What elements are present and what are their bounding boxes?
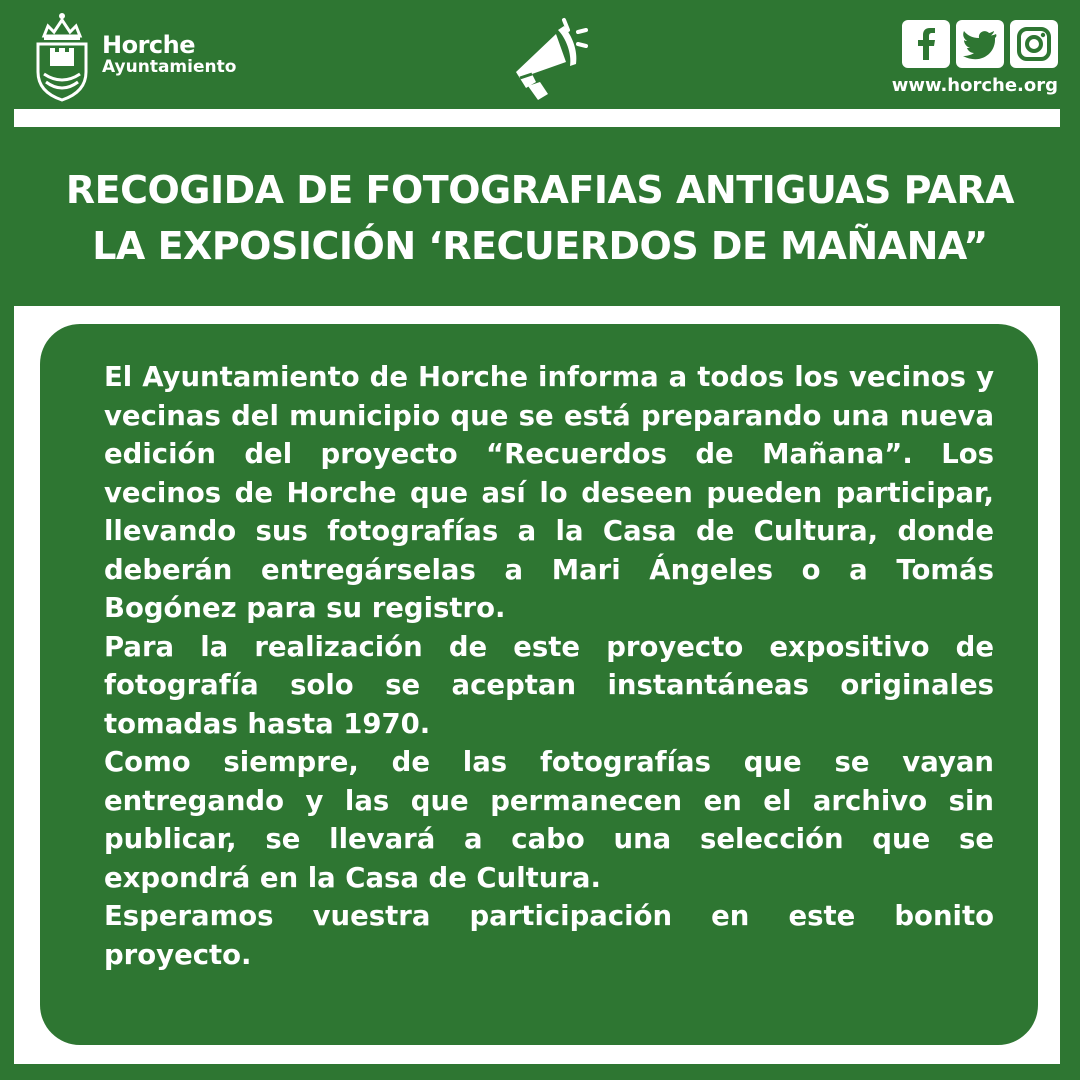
coat-of-arms-icon: [32, 6, 92, 102]
title-line-2: LA EXPOSICIÓN ‘RECUERDOS DE MAÑANA”: [92, 224, 988, 268]
body-text: [104, 358, 994, 974]
social-icons: [902, 20, 1058, 68]
website-url[interactable]: www.horche.org: [891, 75, 1058, 96]
body-paragraph: Para la realización de este proyecto expositivo de fotografía solo se aceptan instantáneas originales tomadas hasta 1970.: [104, 630, 994, 740]
page-title: [20, 162, 1060, 274]
body-paragraph: Como siempre, de las fotografías que se vayan entregando y las que permanecen en el archivo sin publicar, se llevará a cabo una selección que se expondrá en la Casa de Cultura.: [104, 746, 994, 894]
brand-text: [102, 30, 237, 77]
brand-name: Horche: [102, 30, 195, 59]
body-paragraph: El Ayuntamiento de Horche informa a todos los vecinos y vecinas del municipio que se está preparando una nueva edición del proyecto “Recuerdos de Mañana”. Los vecinos de Horche que así lo deseen pueden participar, llevando sus fotografías a la Casa de Cultura, donde deberán entregárselas a Mari Ángeles o a Tomás Bogónez para su registro.: [104, 361, 994, 624]
brand: [32, 6, 236, 102]
body-paragraph: Esperamos vuestra participación en este bonito proyecto.: [104, 900, 994, 971]
facebook-icon[interactable]: [902, 20, 950, 68]
instagram-icon[interactable]: [1010, 20, 1058, 68]
twitter-icon[interactable]: [956, 20, 1004, 68]
header-divider: [14, 109, 1060, 127]
brand-subtitle: Ayuntamiento: [102, 56, 237, 77]
megaphone-icon: [506, 16, 592, 100]
title-line-1: RECOGIDA DE FOTOGRAFIAS ANTIGUAS PARA: [65, 168, 1015, 212]
